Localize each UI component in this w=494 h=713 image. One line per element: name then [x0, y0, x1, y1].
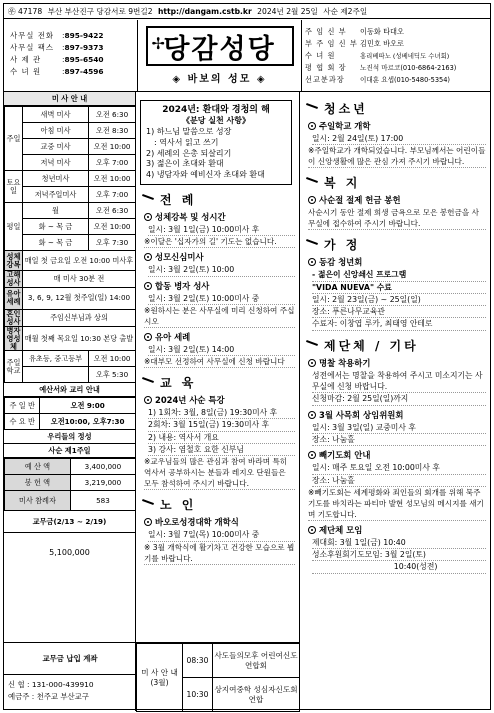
table-cell: 아침 미사 — [23, 123, 89, 139]
notice-title: 성체강복 및 성시간 — [144, 211, 295, 223]
notice-line: 1) 1회차: 3월, 8일(금) 19:30미사 후 — [148, 407, 295, 419]
notice-note: ※빼기도회는 세계평화와 죄인들의 회개를 위해 묵주기도를 바치라는 파티마 발현 성모님의 메시지를 새기며 기도합니다. — [308, 487, 486, 521]
table-cell: 저녁주일미사 — [23, 187, 89, 203]
arrow-icon — [142, 377, 156, 387]
website-url[interactable]: http://dangam.cstb.kr — [157, 7, 252, 16]
theme-item: 3) 젊은이 초대와 환대 — [146, 159, 224, 169]
notice-line: 2회차: 3월 15일(금) 19:30미사 후 — [148, 419, 295, 431]
notice-title: 주일학교 개학 — [308, 120, 486, 132]
notice-line: 3) 강사: 염철호 요한 신부님 — [148, 444, 295, 456]
section-family: 가 정 — [306, 236, 486, 253]
annual-theme-title: 2024년: 환대와 경청의 해 — [162, 105, 270, 115]
arrow-icon — [306, 103, 320, 113]
contact-row: 사무실 전화 : 895-9422 — [10, 31, 104, 40]
table-cell: 토요일 — [5, 171, 23, 203]
arrow-icon — [306, 239, 320, 249]
logo-icon: ✢ — [151, 34, 165, 53]
table-cell: 새벽 미사 — [23, 107, 89, 123]
masthead — [138, 20, 302, 92]
clergy-row: 선교분과장 이대훈 요셉(010-5480-5354) — [305, 75, 450, 84]
table-cell: 오전 6:30 — [89, 107, 136, 123]
table-cell: 주일 — [5, 107, 23, 171]
bullet-icon — [144, 333, 152, 341]
clergy-info — [302, 20, 490, 92]
notice-note: ※주일학교가 개학되었습니다. 부모님께서는 어린이들이 신앙생활에 많은 관심 가져 주시기 바랍니다. — [308, 146, 486, 167]
table-cell: 오전 6:30 — [89, 203, 136, 219]
section-liturgy: 전 례 — [142, 191, 295, 208]
notice-title: 성모신심미사 — [144, 251, 295, 263]
bullet-icon — [308, 258, 316, 266]
notice-line: 일시: 3월 1일(금) 10:00미사 후 — [148, 224, 295, 236]
parish-title: 당감성당 — [163, 33, 276, 65]
notice-line: 성소후원회기도모임: 3월 2일(토) — [312, 549, 486, 561]
address: 부산 부산진구 당감서로 9번길2 — [47, 7, 153, 16]
bulletin-page — [3, 3, 491, 710]
tithe-title: 교무금(2/13 ~ 2/19) — [4, 511, 135, 533]
top-bar — [4, 4, 490, 19]
contact-row: 수 녀 원 : 897-4596 — [10, 67, 104, 76]
offering-table — [4, 458, 136, 511]
bullet-icon — [308, 359, 316, 367]
catechism-title: 예산서와 교리 안내 — [4, 383, 135, 397]
bullet-icon — [144, 253, 152, 261]
notice-title: 2024년 사순 특강 — [144, 394, 295, 406]
table-cell: 오전 10:00 — [89, 219, 136, 235]
table-cell: 교중 미사 — [23, 139, 89, 155]
table-cell: 월 — [23, 203, 89, 219]
catechism-table — [4, 397, 136, 430]
parish-subtitle: ◈ 바보의 성모 ◈ — [172, 74, 267, 85]
bank-line-2: 예금주 : 천주교 부산교구 — [8, 692, 89, 701]
notice-note: 사순시기 동안 절제 희생 금욕으로 모은 봉헌금을 사무실에 접수하여 주시기 바랍니다. — [308, 207, 486, 230]
mass-schedule-table — [4, 106, 136, 383]
notice-title: 합동 병자 성사 — [144, 280, 295, 292]
table-cell: 08:30 — [183, 644, 213, 678]
table-cell: 사도들의모후 어린여신도연합회 — [213, 644, 300, 678]
offering-title: 우리들의 정성 — [4, 430, 135, 444]
bank-line-1: 신 협 : 131-000-439910 — [8, 680, 94, 689]
table-cell: 고해성사 — [5, 271, 23, 288]
table-cell: 오전 10:00 — [89, 171, 136, 187]
table-cell: 주 일 반 — [5, 398, 40, 414]
bank-title: 교무금 납입 계좌 — [4, 643, 136, 675]
arrow-icon — [142, 499, 156, 509]
table-cell: 3, 6, 9, 12월 첫주일(일) 14:00 — [23, 287, 136, 309]
bullet-icon — [308, 411, 316, 419]
notice-line: 일시: 2월 24일(토) 17:00 — [312, 133, 486, 145]
table-cell: 583 — [70, 491, 135, 511]
theme-item: 4) 냉담자와 예비신자 초대와 환대 — [146, 170, 265, 180]
march-mass-table — [136, 642, 300, 711]
table-cell: 오전10:00, 오후7:30 — [40, 414, 136, 430]
theme-item: 1) 하느님 말씀으로 성장 — [146, 126, 232, 136]
table-cell — [23, 367, 89, 383]
notice-note: ※대부모 선정하여 사무실에 신청 바랍니다 — [144, 356, 295, 368]
table-cell: 화 ~ 목 금 — [23, 219, 89, 235]
table-cell: 봉 헌 액 — [5, 475, 71, 491]
table-cell: 예 산 액 — [5, 459, 71, 475]
title-box — [146, 26, 294, 66]
notice-line: - 젊은이 신앙쇄신 프로그램 — [312, 269, 486, 281]
notice-title: 사순절 절제 헌금 봉헌 — [308, 194, 486, 206]
table-cell: 저녁 미사 — [23, 155, 89, 171]
section-youth: 청소년 — [306, 100, 486, 117]
clergy-row: 수 녀 원 홍리베따노 (성베네딕도 수녀회) — [305, 51, 450, 60]
table-cell: 10:30 — [183, 678, 213, 712]
bullet-icon — [144, 282, 152, 290]
header — [4, 20, 490, 92]
section-seniors: 노 인 — [142, 496, 295, 513]
table-cell: 화 ~ 목 금 — [23, 235, 89, 251]
table-cell: 3,219,000 — [70, 475, 135, 491]
table-cell: 평일 — [5, 203, 23, 251]
section-groups: 제단체 / 기타 — [306, 337, 486, 354]
offering-week: 사순 제1주일 — [4, 444, 135, 458]
table-cell: 3,400,000 — [70, 459, 135, 475]
bullet-icon — [308, 526, 316, 534]
notice-title: 빼기도회 안내 — [308, 449, 486, 461]
theme-item: 2) 세례의 은총 되살리기 — [146, 148, 232, 158]
right-column — [300, 92, 490, 711]
notice-line: 일시: 3월 2일(토) 10:00 — [148, 264, 295, 276]
notice-note: ※ 3월 개학식에 활기차고 건강한 모습으로 뵙기를 바랍니다. — [144, 542, 295, 563]
notice-line: "VIDA NUEVA" 수료 — [312, 282, 486, 294]
contact-info — [4, 20, 138, 92]
arrow-icon — [142, 194, 156, 204]
notice-title: 유아 세례 — [144, 331, 295, 343]
notice-title: 동감 청년회 — [308, 256, 486, 268]
table-cell: 병자영성체 — [5, 326, 23, 351]
bullet-icon — [144, 518, 152, 526]
bullet-icon — [144, 396, 152, 404]
notice-line: 일시: 매주 토요일 오전 10:00미사 후 — [312, 462, 486, 474]
march-mass-label: 미 사 안 내 (3월) — [137, 644, 183, 712]
notice-line: 10:40(성전) — [312, 561, 486, 573]
notice-line: 일시: 3월 3일(일) 교중미사 후 — [312, 422, 486, 434]
annual-theme-sub: 《분당 실천 사항》 — [182, 116, 250, 126]
table-cell: 오후 7:00 — [89, 187, 136, 203]
table-cell: 오후 7:30 — [89, 235, 136, 251]
table-cell: 유초등, 중고등부 — [23, 351, 89, 367]
notice-line: 제대회: 3월 1일(금) 10:40 — [312, 537, 486, 549]
notice-line: 신청마감: 2월 25일(일)까지 — [312, 393, 486, 405]
table-cell: 성체강복 — [5, 251, 23, 271]
notice-title: 바오로성경대학 개학식 — [144, 516, 295, 528]
clergy-row: 주 임 신 부 이동화 타대오 — [305, 27, 404, 36]
notice-line: 수료자: 이창엽 루카, 최태영 안테로 — [312, 318, 486, 330]
table-cell: 매일 첫 금요일 오전 10:00 미사후 — [23, 251, 136, 271]
table-cell: 미사 참례자 — [5, 491, 71, 511]
liturgical-week: 사순 제2주일 — [323, 7, 368, 16]
notice-note: ※원하시는 분은 사무실에 미리 신청하여 주십시오 — [144, 305, 295, 326]
bullet-icon — [308, 451, 316, 459]
clergy-row: 부 주 임 신 부 김민호 바오로 — [305, 39, 404, 48]
notice-line: 일시: 3월 2일(토) 14:00 — [148, 344, 295, 356]
annual-theme-box — [140, 100, 292, 185]
contact-row: 사 제 관 : 895-6540 — [10, 55, 104, 64]
middle-column — [136, 92, 300, 642]
section-education: 교 육 — [142, 374, 295, 391]
notice-line: 장소: 나눔홀 — [312, 434, 486, 446]
notice-line: 성전에서는 명찰을 착용하여 주시고 미소지기는 사무실에 신청 바랍니다. — [312, 370, 486, 394]
table-cell: 오전 8:30 — [89, 123, 136, 139]
notice-title: 제단체 모임 — [308, 524, 486, 536]
table-cell: 주임신부님과 상의 — [23, 309, 136, 326]
table-cell: 혼인성사 — [5, 309, 23, 326]
notice-title: 3월 사목회 상임위원회 — [308, 409, 486, 421]
arrow-icon — [306, 177, 320, 187]
mass-schedule-title: 미 사 안 내 — [4, 92, 135, 106]
table-cell: 매월 첫째 목요일 10:30 본당 출발 — [23, 326, 136, 351]
bullet-icon — [144, 213, 152, 221]
table-cell: 오전 10:00 — [89, 139, 136, 155]
bullet-icon — [308, 196, 316, 204]
table-cell: 청년미사 — [23, 171, 89, 187]
table-cell: 수 요 반 — [5, 414, 40, 430]
notice-line: 2) 내용: 역사서 개요 — [148, 432, 295, 444]
notice-line: 장소: 푸른나무교육관 — [312, 306, 486, 318]
table-cell: 오전 10:00 — [89, 351, 136, 367]
notice-line: 일시: 3월 7일(목) 10:00미사 중 — [148, 529, 295, 541]
table-cell: 오후 7:00 — [89, 155, 136, 171]
notice-note: ※이달은 '십자가의 길' 기도는 없습니다. — [144, 236, 295, 248]
tithe-amount: 5,100,000 — [49, 548, 90, 558]
clergy-row: 평 협 회 장 노진석 마르코(010-6864-2163) — [305, 63, 457, 72]
issue-date: 2024년 2월 25일 — [257, 7, 318, 16]
table-cell: 오전 9:00 — [40, 398, 136, 414]
contact-row: 사무실 팩스 : 897-9373 — [10, 43, 104, 52]
section-welfare: 복 지 — [306, 174, 486, 191]
notice-line: 일시: 2월 23일(금) ~ 25일(일) — [312, 294, 486, 306]
left-column — [4, 92, 136, 711]
bullet-icon — [308, 122, 316, 130]
notice-title: 명찰 착용하기 — [308, 357, 486, 369]
table-cell: 오후 5:30 — [89, 367, 136, 383]
table-cell: 매 미사 30분 전 — [23, 271, 136, 288]
bank-account — [4, 642, 136, 711]
table-cell: 상지여중학 성심자신도회연합 — [213, 678, 300, 712]
theme-item: : 역사서 읽고 쓰기 — [154, 137, 219, 147]
notice-line: 일시: 3월 2일(토) 10:00미사 중 — [148, 293, 295, 305]
table-cell: 주일학교 — [5, 351, 23, 383]
zip-code: ㉾ 47178 — [8, 7, 43, 16]
notice-line: 장소: 나눔홀 — [312, 475, 486, 487]
notice-note: ※교우님들의 많은 관심과 참여 바라며 특히 역사서 공부하시는 분들과 레지오 단원들은 모두 참석하여 주시기 바랍니다. — [144, 456, 295, 490]
arrow-icon — [306, 340, 320, 350]
table-cell: 유아세례 — [5, 287, 23, 309]
